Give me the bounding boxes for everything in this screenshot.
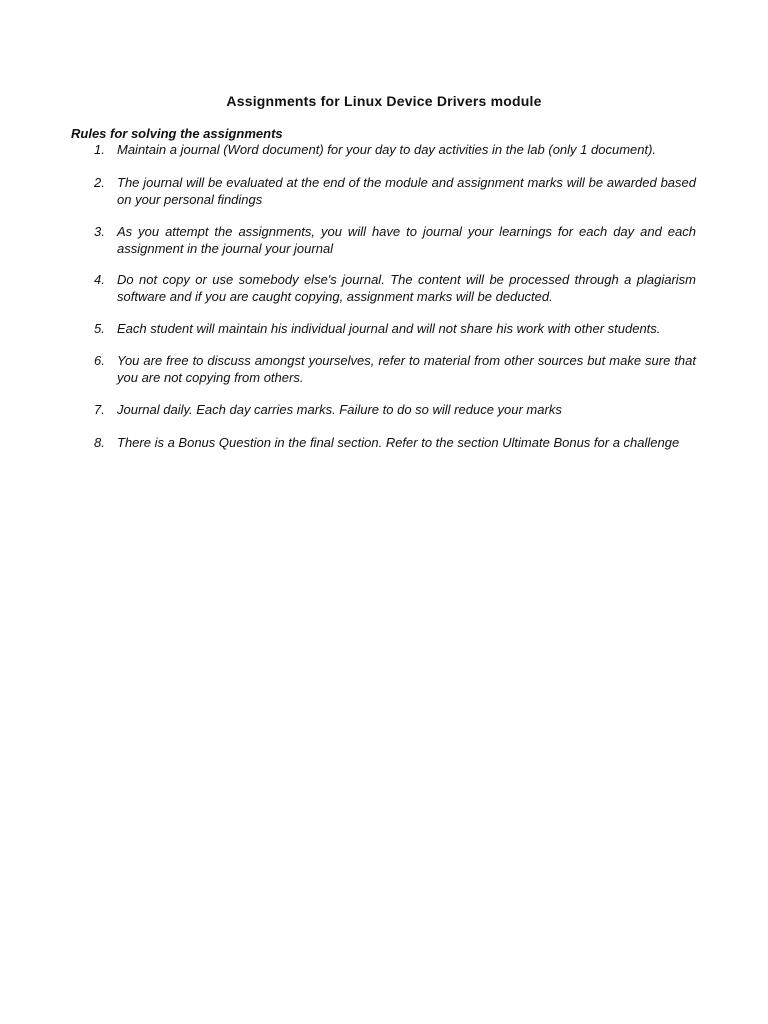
rule-text: Maintain a journal (Word document) for your day to day activities in the lab (only 1 document).	[117, 142, 657, 157]
rule-text: You are free to discuss amongst yourselves, refer to material from other sources but make sure that you are not copying from others.	[117, 353, 696, 385]
rule-number: 5.	[94, 321, 105, 336]
rule-number: 7.	[94, 402, 105, 417]
rule-number: 6.	[94, 353, 105, 368]
rule-number: 4.	[94, 272, 105, 287]
section-heading: Rules for solving the assignments	[71, 126, 283, 141]
rule-number: 1.	[94, 142, 105, 157]
rule-text: The journal will be evaluated at the end of the module and assignment marks will be awarded based on your personal findings	[117, 175, 696, 207]
rule-text: There is a Bonus Question in the final section. Refer to the section Ultimate Bonus for a challenge	[117, 435, 680, 450]
document-title: Assignments for Linux Device Drivers module	[226, 93, 542, 109]
rule-text: Each student will maintain his individual journal and will not share his work with other students.	[117, 321, 661, 336]
rule-number: 2.	[94, 175, 105, 190]
rule-text: Do not copy or use somebody else's journal. The content will be processed through a plagiarism software and if you are caught copying, assignment marks will be deducted.	[117, 272, 696, 304]
rule-number: 8.	[94, 435, 105, 450]
rule-text: Journal daily. Each day carries marks. Failure to do so will reduce your marks	[117, 402, 562, 417]
rule-number: 3.	[94, 224, 105, 239]
rule-text: As you attempt the assignments, you will have to journal your learnings for each day and each assignment in the journal your journal	[117, 224, 696, 256]
